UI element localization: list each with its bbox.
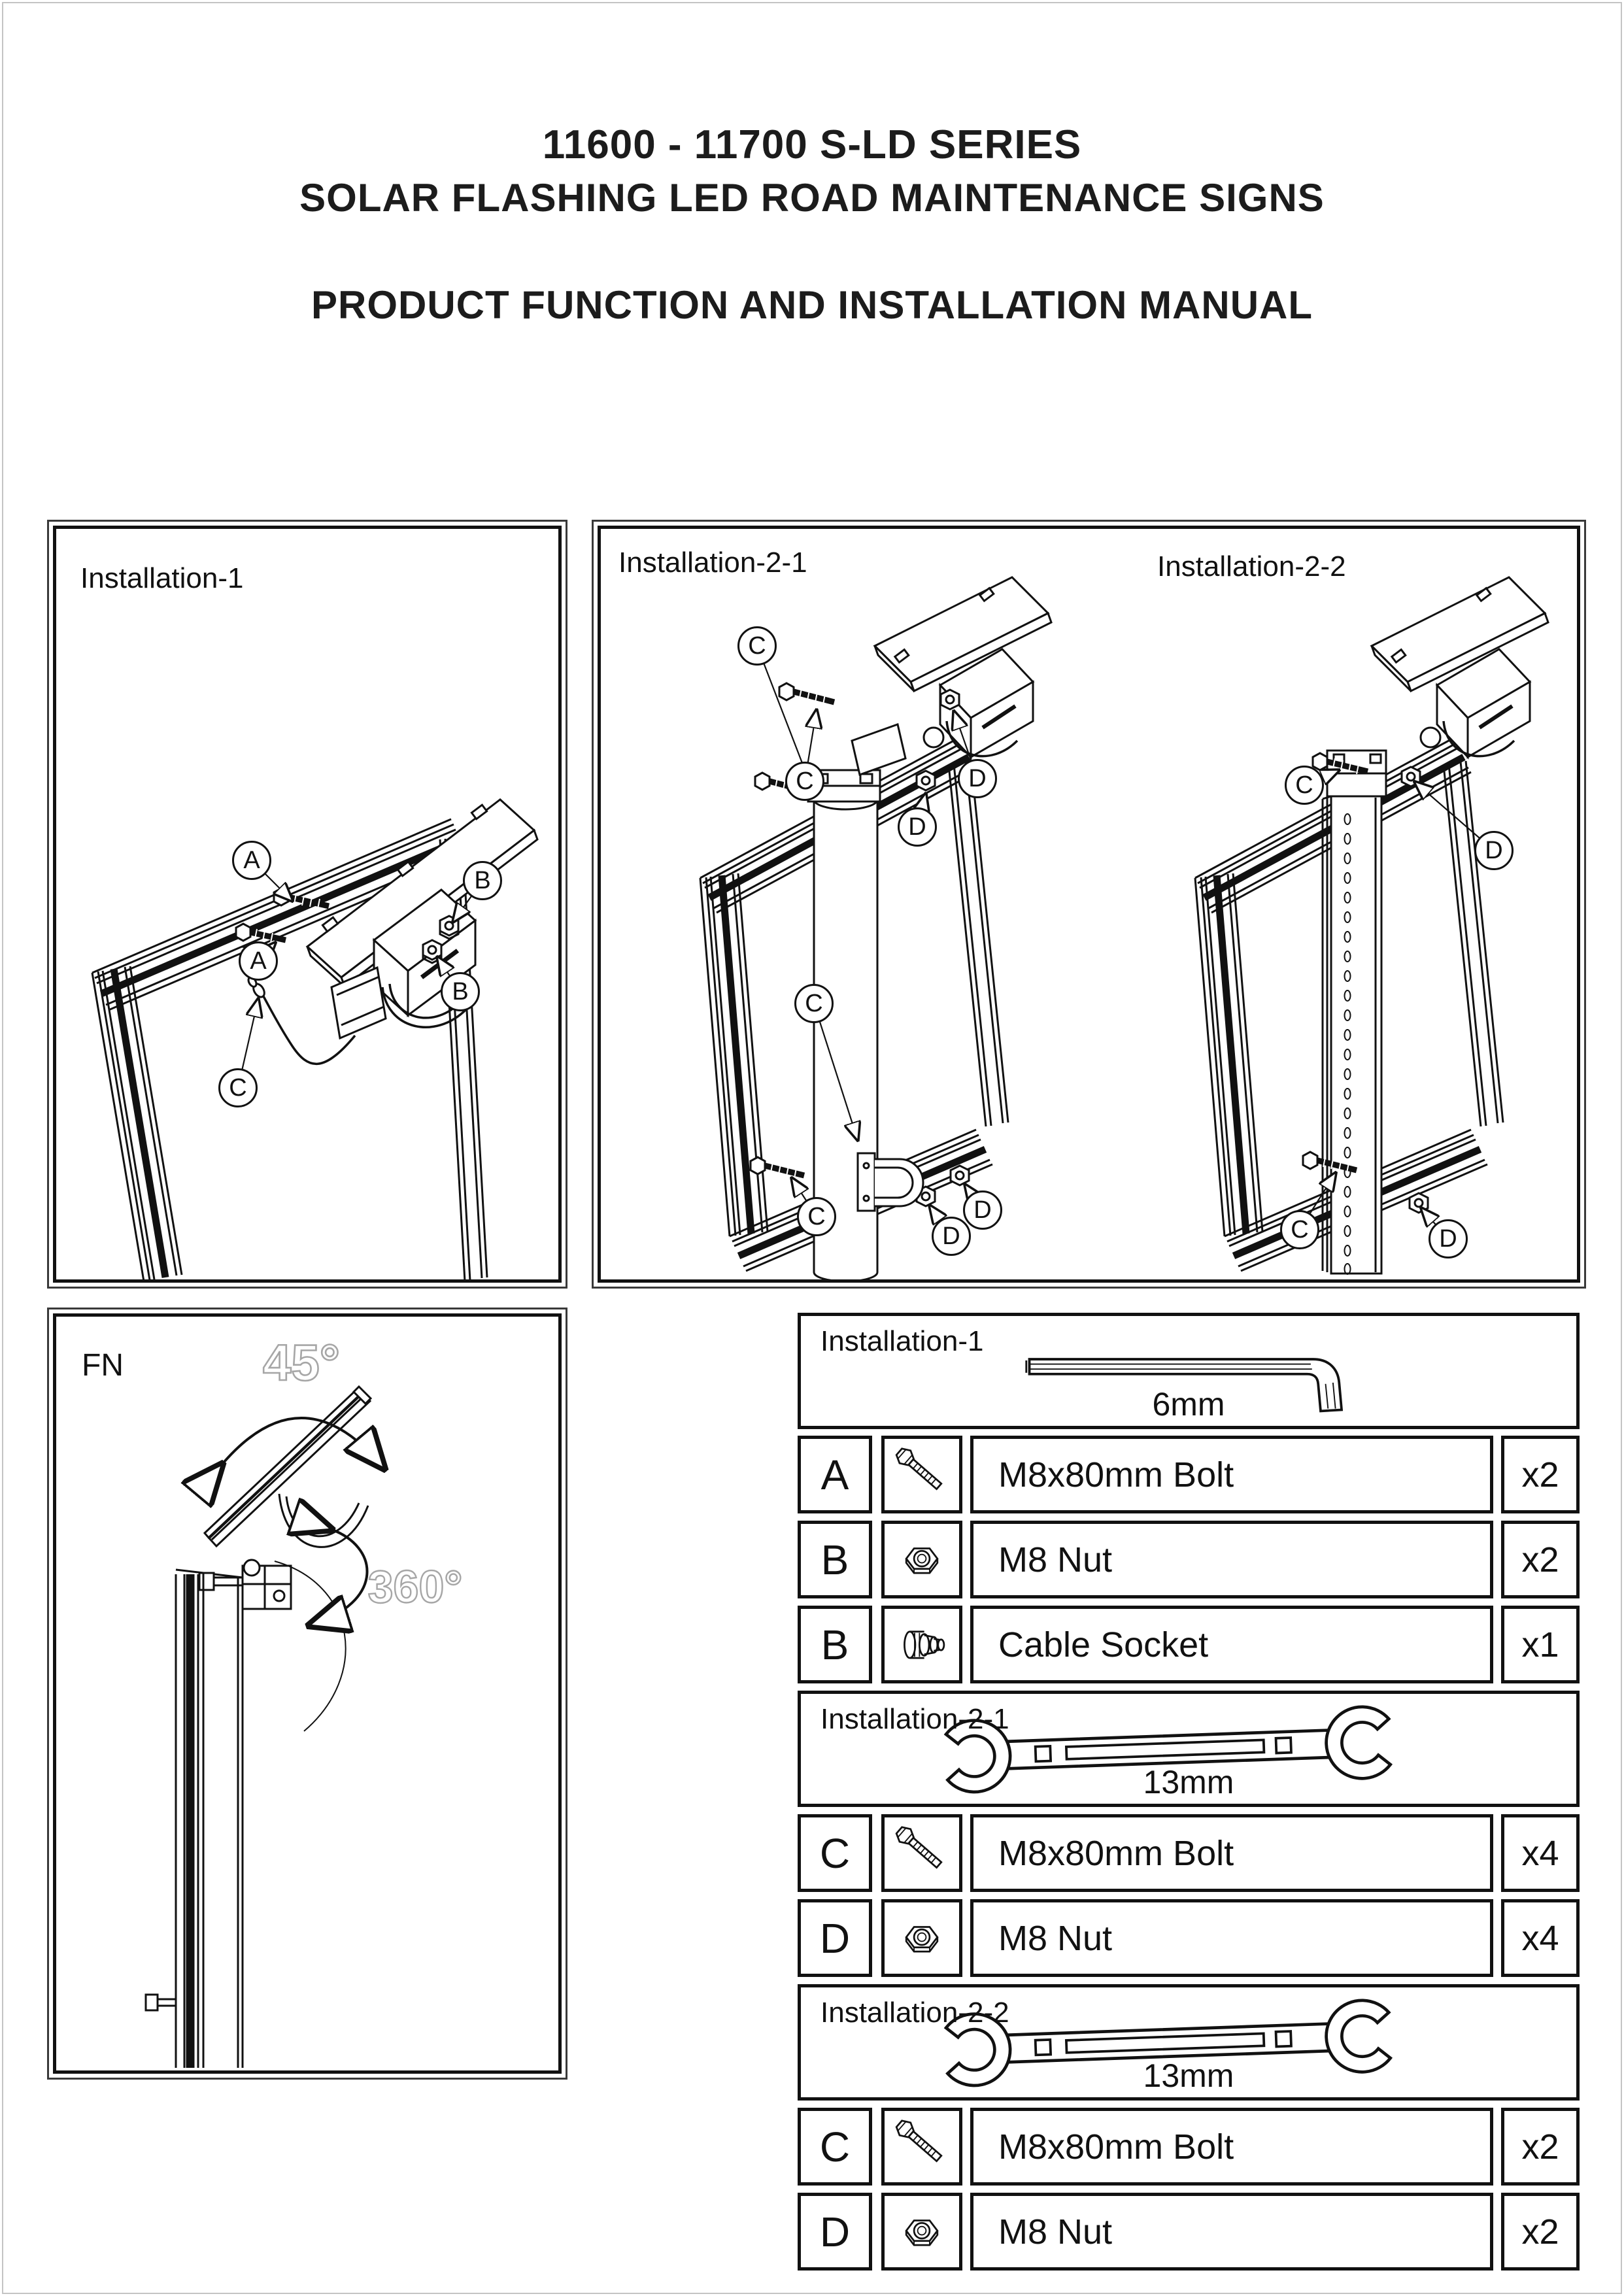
manual-title: PRODUCT FUNCTION AND INSTALLATION MANUAL xyxy=(311,283,1313,327)
part-icon-cell xyxy=(881,1521,962,1598)
parts-header-label: Installation-1 xyxy=(820,1325,984,1357)
callout-d: D xyxy=(963,1190,1002,1230)
installation-1-line-art xyxy=(49,522,566,1287)
callout-c: C xyxy=(797,1197,836,1236)
callout-a: A xyxy=(232,841,271,880)
parts-header-label: Installation-2-2 xyxy=(820,1997,1009,2029)
part-letter-cell: D xyxy=(798,1899,872,1977)
callout-d: D xyxy=(932,1217,971,1256)
part-icon-cell xyxy=(881,2108,962,2186)
part-desc-cell: M8 Nut xyxy=(970,1521,1493,1598)
installation-2-1-label: Installation-2-1 xyxy=(618,547,807,579)
tool-size-label: 13mm xyxy=(1143,2057,1234,2094)
part-icon-cell xyxy=(881,1899,962,1977)
callout-d: D xyxy=(958,759,997,798)
fn-line-art xyxy=(49,1309,566,2078)
part-desc-cell: Cable Socket xyxy=(970,1606,1493,1683)
parts-header-installation-2-2 xyxy=(798,1984,1580,2101)
installation-2-2-label: Installation-2-2 xyxy=(1157,550,1346,582)
part-qty-cell: x4 xyxy=(1501,1899,1580,1977)
part-qty-cell: x1 xyxy=(1501,1606,1580,1683)
callout-b: B xyxy=(463,861,502,900)
part-icon-cell xyxy=(881,1436,962,1513)
part-desc-cell: M8x80mm Bolt xyxy=(970,2108,1493,2186)
part-desc-cell: M8 Nut xyxy=(970,2193,1493,2271)
cable-socket-icon xyxy=(885,1609,959,1680)
part-desc-cell: M8 Nut xyxy=(970,1899,1493,1977)
part-qty-cell: x4 xyxy=(1501,1814,1580,1892)
nut-icon xyxy=(885,2196,959,2267)
part-letter-cell: B xyxy=(798,1606,872,1683)
installation-1-label: Installation-1 xyxy=(80,562,244,594)
callout-c: C xyxy=(785,762,824,801)
bolt-icon xyxy=(885,1439,959,1510)
callout-c: C xyxy=(218,1068,258,1107)
part-qty-cell: x2 xyxy=(1501,1521,1580,1598)
parts-header-installation-1 xyxy=(798,1313,1580,1429)
part-letter-cell: C xyxy=(798,2108,872,2186)
page-title: 11600 - 11700 S-LD SERIES xyxy=(542,122,1082,167)
part-desc-cell: M8x80mm Bolt xyxy=(970,1814,1493,1892)
callout-c: C xyxy=(794,984,834,1023)
parts-header-label: Installation-2-1 xyxy=(820,1703,1009,1735)
tilt-angle-label: 45° xyxy=(263,1334,340,1391)
part-icon-cell xyxy=(881,1606,962,1683)
callout-a: A xyxy=(239,941,278,981)
parts-header-installation-2-1 xyxy=(798,1691,1580,1807)
fn-panel xyxy=(47,1308,567,2080)
installation-2-panel xyxy=(592,520,1586,1289)
fn-label: FN xyxy=(82,1348,124,1383)
tool-size-label: 6mm xyxy=(1152,1386,1225,1423)
part-icon-cell xyxy=(881,2193,962,2271)
callout-d: D xyxy=(898,807,937,847)
callout-c: C xyxy=(737,626,777,666)
callout-b: B xyxy=(441,972,480,1011)
part-qty-cell: x2 xyxy=(1501,2108,1580,2186)
rotate-angle-label: 360° xyxy=(367,1561,463,1612)
installation-1-panel xyxy=(47,520,567,1289)
bolt-icon xyxy=(885,2111,959,2182)
part-letter-cell: A xyxy=(798,1436,872,1513)
part-letter-cell: D xyxy=(798,2193,872,2271)
page-subtitle: SOLAR FLASHING LED ROAD MAINTENANCE SIGNS xyxy=(299,176,1325,220)
tool-size-label: 13mm xyxy=(1143,1764,1234,1800)
part-qty-cell: x2 xyxy=(1501,2193,1580,2271)
bolt-icon xyxy=(885,1817,959,1889)
callout-d: D xyxy=(1429,1219,1468,1258)
part-icon-cell xyxy=(881,1814,962,1892)
callout-c: C xyxy=(1280,1210,1319,1249)
part-letter-cell: C xyxy=(798,1814,872,1892)
nut-icon xyxy=(885,1524,959,1595)
part-letter-cell: B xyxy=(798,1521,872,1598)
callout-d: D xyxy=(1474,831,1514,870)
part-qty-cell: x2 xyxy=(1501,1436,1580,1513)
callout-c: C xyxy=(1285,766,1324,805)
nut-icon xyxy=(885,1902,959,1974)
part-desc-cell: M8x80mm Bolt xyxy=(970,1436,1493,1513)
